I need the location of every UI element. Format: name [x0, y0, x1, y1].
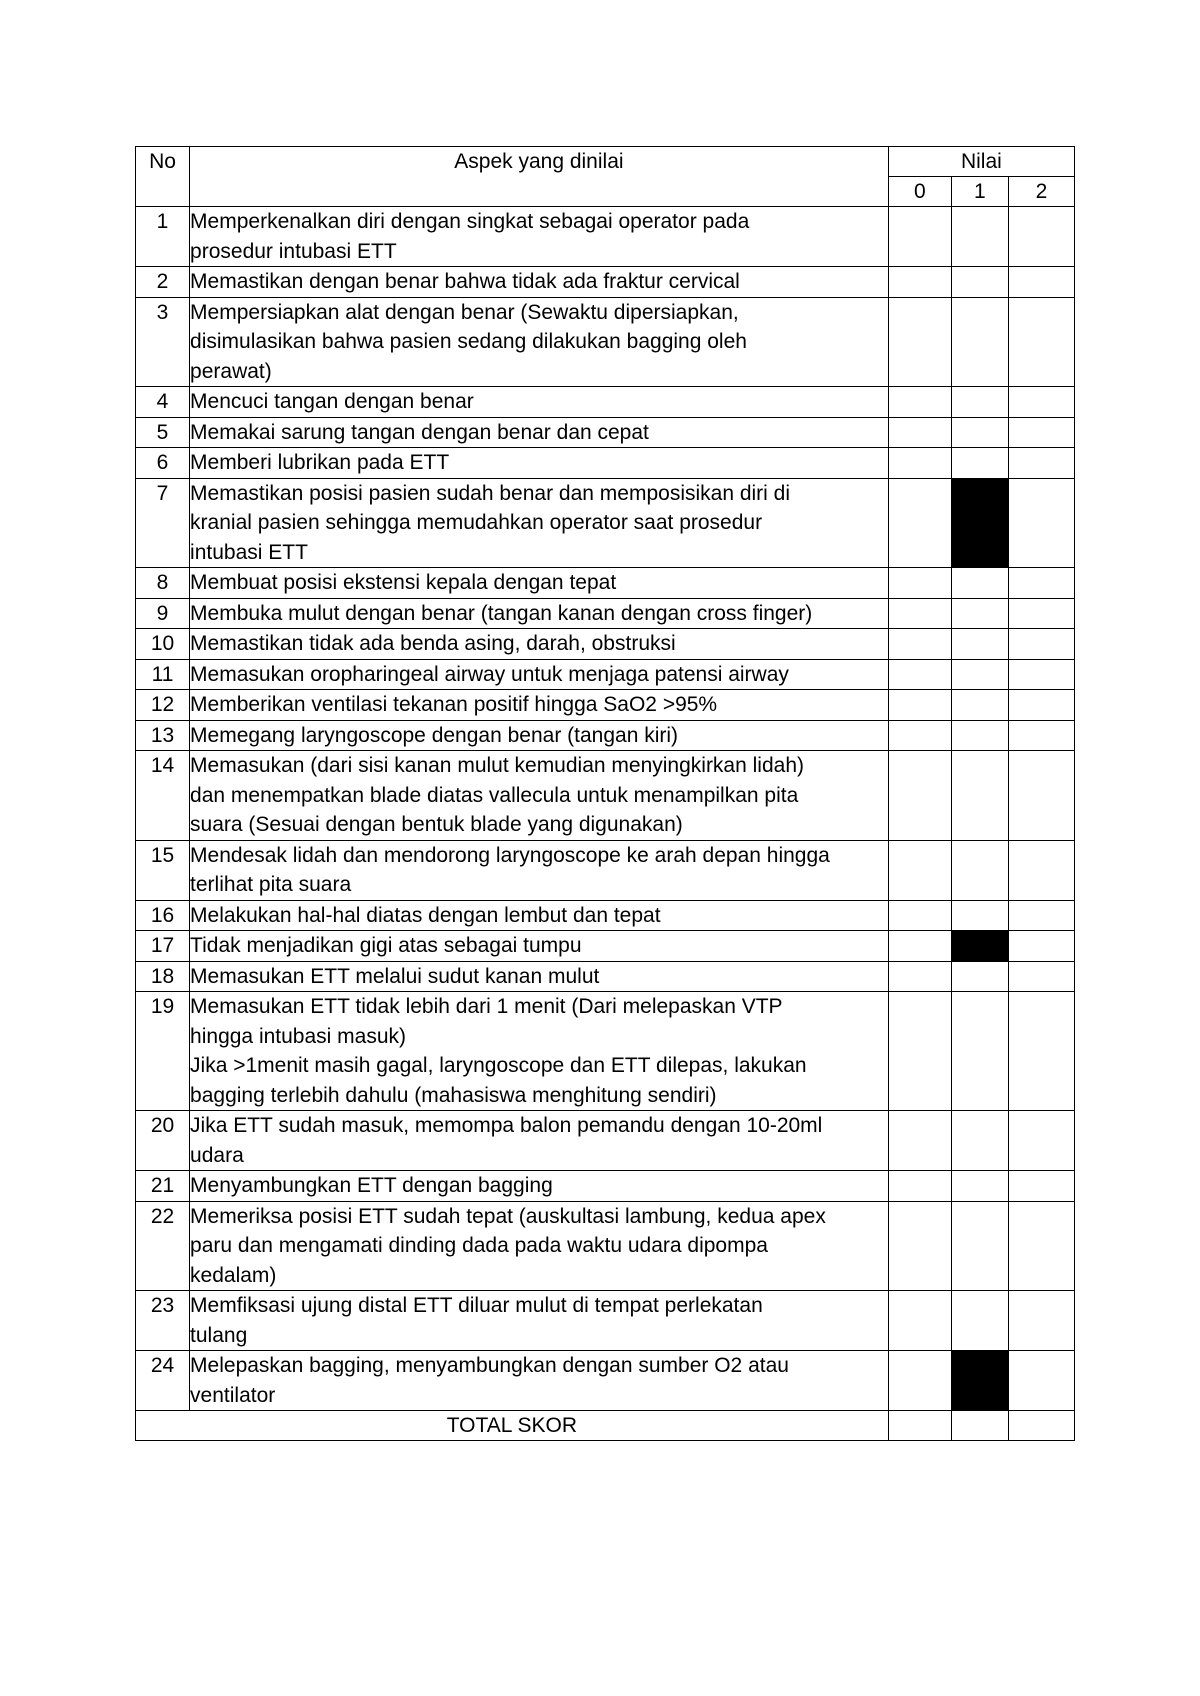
score-1-cell[interactable]	[951, 1291, 1008, 1351]
score-1-cell[interactable]	[951, 598, 1008, 629]
total-row	[136, 1411, 1075, 1441]
score-2-cell[interactable]	[1008, 417, 1074, 448]
score-2-cell[interactable]	[1008, 751, 1074, 841]
score-2-cell[interactable]	[1008, 629, 1074, 660]
row-number: 2	[136, 267, 190, 298]
score-2-cell[interactable]	[1008, 267, 1074, 298]
row-number: 22	[136, 1201, 190, 1291]
score-2-cell[interactable]	[1008, 690, 1074, 721]
score-1-cell[interactable]	[951, 267, 1008, 298]
table-row	[136, 417, 1075, 448]
score-0-cell[interactable]	[888, 931, 951, 962]
row-aspect-text: Mencuci tangan dengan benar	[190, 387, 889, 418]
score-2-cell[interactable]	[1008, 900, 1074, 931]
row-aspect-text: Memastikan posisi pasien sudah benar dan memposisikan diri di kranial pasien sehingga memudahkan operator saat prosedur intubasi ETT	[190, 478, 889, 568]
header-score-1: 1	[951, 177, 1008, 207]
row-number: 18	[136, 961, 190, 992]
score-1-cell[interactable]	[951, 387, 1008, 418]
row-aspect-text: Mendesak lidah dan mendorong laryngoscope ke arah depan hingga terlihat pita suara	[190, 840, 889, 900]
table-row	[136, 840, 1075, 900]
score-1-cell[interactable]	[951, 1201, 1008, 1291]
total-score-2-cell[interactable]	[1008, 1411, 1074, 1441]
row-number: 11	[136, 659, 190, 690]
table-row	[136, 1171, 1075, 1202]
score-0-cell[interactable]	[888, 1171, 951, 1202]
table-row	[136, 720, 1075, 751]
row-number: 6	[136, 448, 190, 479]
table-row	[136, 1291, 1075, 1351]
score-2-cell[interactable]	[1008, 448, 1074, 479]
score-1-blocked-cell	[951, 478, 1008, 568]
score-1-cell[interactable]	[951, 1171, 1008, 1202]
score-1-cell[interactable]	[951, 659, 1008, 690]
score-2-cell[interactable]	[1008, 840, 1074, 900]
score-0-cell[interactable]	[888, 478, 951, 568]
score-2-cell[interactable]	[1008, 568, 1074, 599]
row-number: 14	[136, 751, 190, 841]
row-aspect-text: Tidak menjadikan gigi atas sebagai tumpu	[190, 931, 889, 962]
score-1-cell[interactable]	[951, 568, 1008, 599]
row-number: 5	[136, 417, 190, 448]
score-0-cell[interactable]	[888, 297, 951, 387]
table-footer	[136, 1411, 1075, 1441]
score-2-cell[interactable]	[1008, 1111, 1074, 1171]
row-number: 17	[136, 931, 190, 962]
score-1-cell[interactable]	[951, 961, 1008, 992]
score-0-cell[interactable]	[888, 992, 951, 1111]
row-number: 7	[136, 478, 190, 568]
table-row	[136, 690, 1075, 721]
score-2-cell[interactable]	[1008, 297, 1074, 387]
score-0-cell[interactable]	[888, 267, 951, 298]
table-row	[136, 992, 1075, 1111]
score-0-cell[interactable]	[888, 207, 951, 267]
row-aspect-text: Mempersiapkan alat dengan benar (Sewaktu dipersiapkan, disimulasikan bahwa pasien sedang dilakukan bagging oleh perawat)	[190, 297, 889, 387]
row-number: 9	[136, 598, 190, 629]
score-2-cell[interactable]	[1008, 1201, 1074, 1291]
table-row	[136, 448, 1075, 479]
table-row	[136, 751, 1075, 841]
total-label: TOTAL SKOR	[136, 1411, 889, 1441]
score-2-cell[interactable]	[1008, 1351, 1074, 1411]
row-aspect-text: Memberikan ventilasi tekanan positif hingga SaO2 >95%	[190, 690, 889, 721]
table-row	[136, 961, 1075, 992]
header-score-0: 0	[888, 177, 951, 207]
row-aspect-text: Memperkenalkan diri dengan singkat sebagai operator pada prosedur intubasi ETT	[190, 207, 889, 267]
row-aspect-text: Memberi lubrikan pada ETT	[190, 448, 889, 479]
table-header	[136, 147, 1075, 207]
row-aspect-text: Memasukan ETT melalui sudut kanan mulut	[190, 961, 889, 992]
score-2-cell[interactable]	[1008, 598, 1074, 629]
score-0-cell[interactable]	[888, 1291, 951, 1351]
score-1-cell[interactable]	[951, 900, 1008, 931]
score-0-cell[interactable]	[888, 751, 951, 841]
score-1-blocked-cell	[951, 1351, 1008, 1411]
row-number: 13	[136, 720, 190, 751]
table-row	[136, 297, 1075, 387]
row-aspect-text: Memegang laryngoscope dengan benar (tangan kiri)	[190, 720, 889, 751]
row-number: 21	[136, 1171, 190, 1202]
row-number: 12	[136, 690, 190, 721]
score-0-cell[interactable]	[888, 720, 951, 751]
score-2-cell[interactable]	[1008, 931, 1074, 962]
score-2-cell[interactable]	[1008, 961, 1074, 992]
score-1-cell[interactable]	[951, 629, 1008, 660]
score-1-blocked-cell	[951, 931, 1008, 962]
score-2-cell[interactable]	[1008, 1291, 1074, 1351]
table-row	[136, 1111, 1075, 1171]
row-aspect-text: Menyambungkan ETT dengan bagging	[190, 1171, 889, 1202]
row-aspect-text: Melepaskan bagging, menyambungkan dengan sumber O2 atau ventilator	[190, 1351, 889, 1411]
score-1-cell[interactable]	[951, 992, 1008, 1111]
row-aspect-text: Jika ETT sudah masuk, memompa balon pemandu dengan 10-20ml udara	[190, 1111, 889, 1171]
score-0-cell[interactable]	[888, 387, 951, 418]
row-aspect-text: Memfiksasi ujung distal ETT diluar mulut di tempat perlekatan tulang	[190, 1291, 889, 1351]
row-number: 3	[136, 297, 190, 387]
table-body	[136, 207, 1075, 1411]
header-no: No	[136, 147, 190, 207]
score-0-cell[interactable]	[888, 1201, 951, 1291]
row-number: 1	[136, 207, 190, 267]
score-1-cell[interactable]	[951, 720, 1008, 751]
table-row	[136, 207, 1075, 267]
score-1-cell[interactable]	[951, 751, 1008, 841]
score-1-cell[interactable]	[951, 297, 1008, 387]
row-aspect-text: Memastikan dengan benar bahwa tidak ada fraktur cervical	[190, 267, 889, 298]
score-2-cell[interactable]	[1008, 387, 1074, 418]
header-nilai: Nilai	[888, 147, 1074, 177]
row-number: 16	[136, 900, 190, 931]
score-0-cell[interactable]	[888, 568, 951, 599]
table-row	[136, 629, 1075, 660]
header-aspek: Aspek yang dinilai	[190, 147, 889, 207]
score-0-cell[interactable]	[888, 448, 951, 479]
score-2-cell[interactable]	[1008, 207, 1074, 267]
table-row	[136, 267, 1075, 298]
table-row	[136, 478, 1075, 568]
row-number: 20	[136, 1111, 190, 1171]
score-0-cell[interactable]	[888, 659, 951, 690]
row-aspect-text: Memasukan (dari sisi kanan mulut kemudian menyingkirkan lidah) dan menempatkan blade diatas vallecula untuk menampilkan pita suara (Sesuai dengan bentuk blade yang digunakan)	[190, 751, 889, 841]
score-0-cell[interactable]	[888, 1351, 951, 1411]
row-number: 24	[136, 1351, 190, 1411]
table-row	[136, 659, 1075, 690]
row-number: 8	[136, 568, 190, 599]
table-row	[136, 387, 1075, 418]
row-aspect-text: Memasukan oropharingeal airway untuk menjaga patensi airway	[190, 659, 889, 690]
score-1-cell[interactable]	[951, 1111, 1008, 1171]
row-aspect-text: Memeriksa posisi ETT sudah tepat (auskultasi lambung, kedua apex paru dan mengamati dinding dada pada waktu udara dipompa kedalam)	[190, 1201, 889, 1291]
row-aspect-text: Memakai sarung tangan dengan benar dan cepat	[190, 417, 889, 448]
score-1-cell[interactable]	[951, 207, 1008, 267]
row-aspect-text: Memasukan ETT tidak lebih dari 1 menit (Dari melepaskan VTP hingga intubasi masuk) Jika >1menit masih gagal, laryngoscope dan ETT dilepas, lakukan bagging terlebih dahulu (mahasiswa menghitung sendiri)	[190, 992, 889, 1111]
score-0-cell[interactable]	[888, 840, 951, 900]
score-2-cell[interactable]	[1008, 659, 1074, 690]
row-number: 15	[136, 840, 190, 900]
row-aspect-text: Membuka mulut dengan benar (tangan kanan dengan cross finger)	[190, 598, 889, 629]
row-number: 23	[136, 1291, 190, 1351]
assessment-table	[135, 146, 1075, 1441]
score-1-cell[interactable]	[951, 840, 1008, 900]
row-number: 4	[136, 387, 190, 418]
table-row	[136, 1351, 1075, 1411]
score-0-cell[interactable]	[888, 690, 951, 721]
score-0-cell[interactable]	[888, 900, 951, 931]
table-row	[136, 568, 1075, 599]
score-0-cell[interactable]	[888, 417, 951, 448]
score-1-cell[interactable]	[951, 417, 1008, 448]
score-2-cell[interactable]	[1008, 992, 1074, 1111]
table-row	[136, 1201, 1075, 1291]
row-aspect-text: Melakukan hal-hal diatas dengan lembut dan tepat	[190, 900, 889, 931]
row-aspect-text: Memastikan tidak ada benda asing, darah, obstruksi	[190, 629, 889, 660]
score-2-cell[interactable]	[1008, 478, 1074, 568]
row-aspect-text: Membuat posisi ekstensi kepala dengan tepat	[190, 568, 889, 599]
score-2-cell[interactable]	[1008, 720, 1074, 751]
total-score-1-cell[interactable]	[951, 1411, 1008, 1441]
row-number: 10	[136, 629, 190, 660]
table-row	[136, 900, 1075, 931]
score-2-cell[interactable]	[1008, 1171, 1074, 1202]
table-row	[136, 598, 1075, 629]
score-0-cell[interactable]	[888, 1111, 951, 1171]
table-row	[136, 931, 1075, 962]
score-1-cell[interactable]	[951, 690, 1008, 721]
total-score-0-cell[interactable]	[888, 1411, 951, 1441]
header-score-2: 2	[1008, 177, 1074, 207]
score-0-cell[interactable]	[888, 961, 951, 992]
score-0-cell[interactable]	[888, 629, 951, 660]
score-0-cell[interactable]	[888, 598, 951, 629]
score-1-cell[interactable]	[951, 448, 1008, 479]
row-number: 19	[136, 992, 190, 1111]
